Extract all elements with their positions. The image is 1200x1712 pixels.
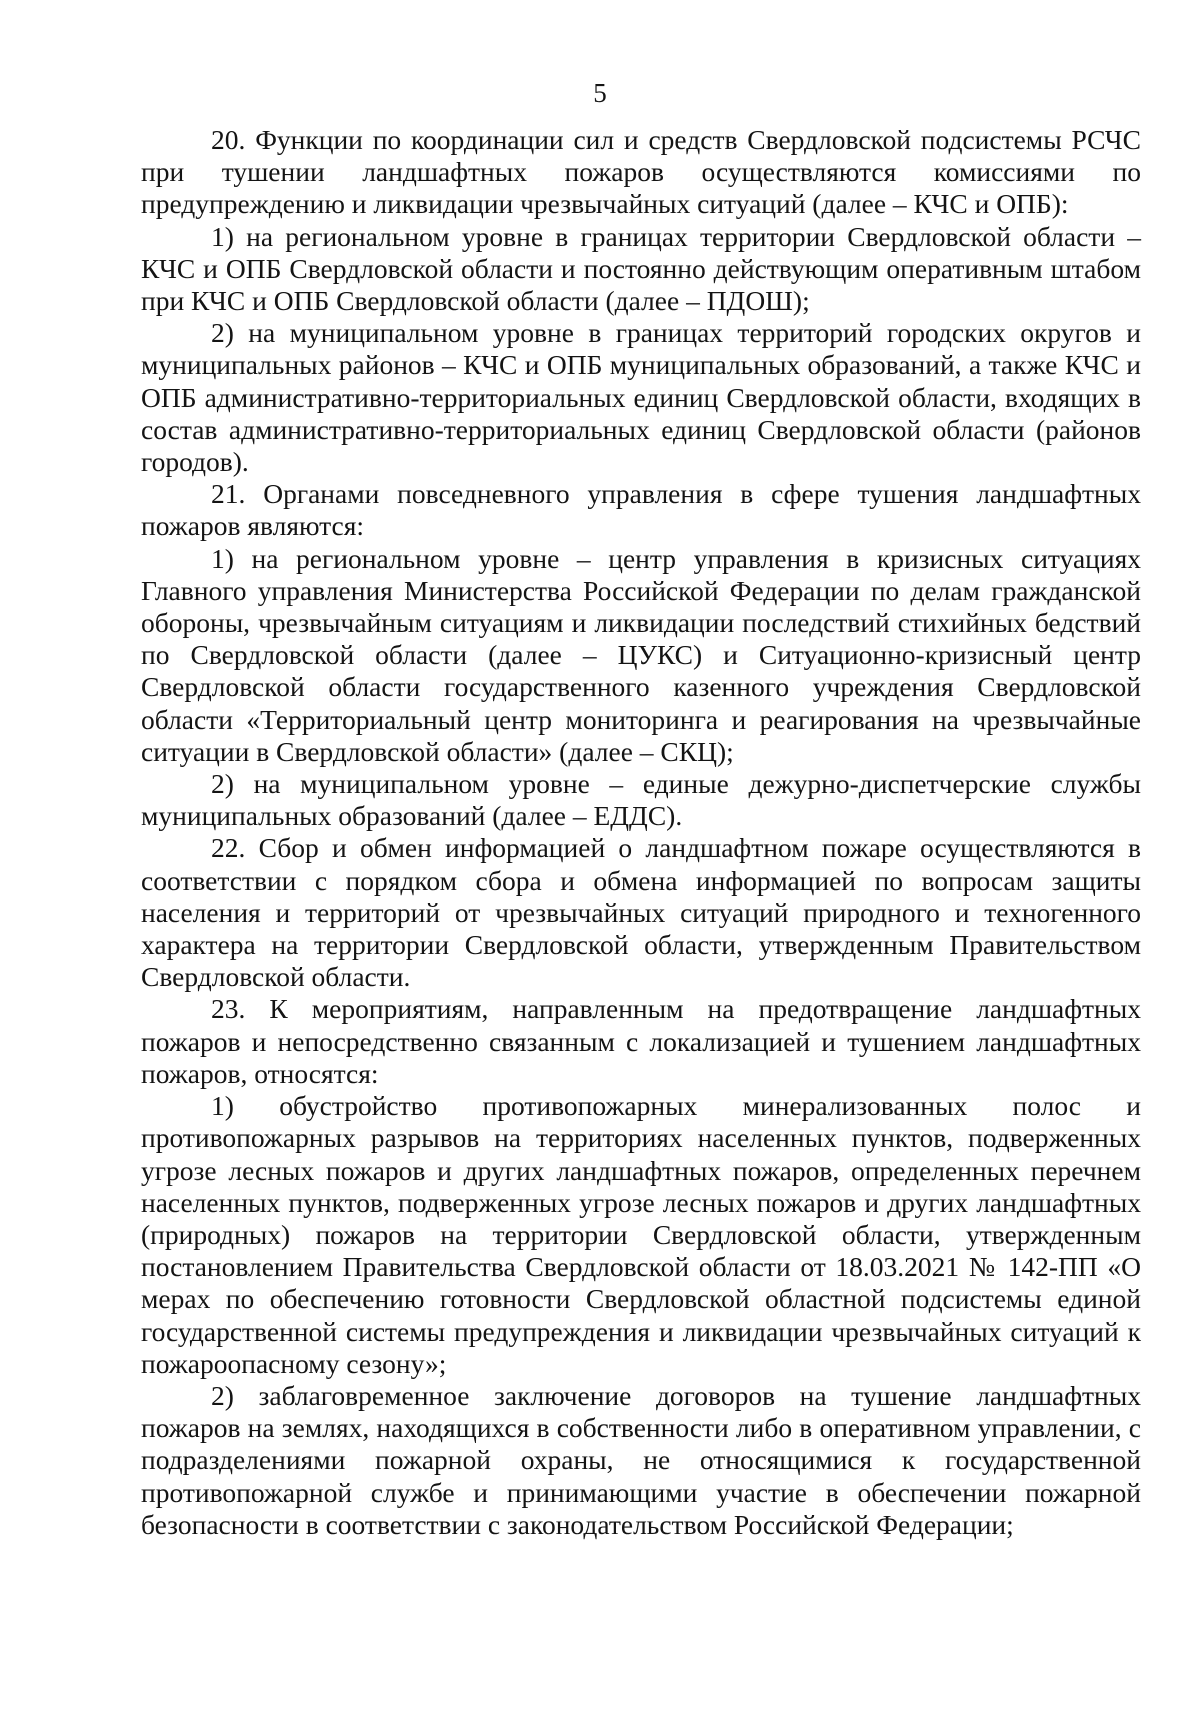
paragraph-20-item-1: 1) на региональном уровне в границах территории Свердловской области – КЧС и ОПБ Свердловской области и постоянно действующим оперативным штабом при КЧС и ОПБ Свердловской области (далее – ПДОШ); — [141, 220, 1141, 317]
paragraph-23-item-1: 1) обустройство противопожарных минерализованных полос и противопожарных разрывов на территориях населенных пунктов, подверженных угрозе лесных пожаров и других ландшафтных пожаров, определенных перечнем населенных пунктов, подверженных угрозе лесных пожаров и других ландшафтных (природных) пожаров на территории Свердловской области, утвержденным постановлением Правительства Свердловской области от 18.03.2021 № 142-ПП «О мерах по обеспечению готовности Свердловской областной подсистемы единой государственной системы предупреждения и ликвидации чрезвычайных ситуаций к пожароопасному сезону»; — [141, 1090, 1141, 1379]
document-body — [141, 124, 1141, 1541]
paragraph-20: 20. Функции по координации сил и средств Свердловской подсистемы РСЧС при тушении ландшафтных пожаров осуществляются комиссиями по предупреждению и ликвидации чрезвычайных ситуаций (далее – КЧС и ОПБ): — [141, 124, 1141, 220]
paragraph-21: 21. Органами повседневного управления в сфере тушения ландшафтных пожаров являются: — [141, 478, 1141, 542]
paragraph-23-item-2: 2) заблаговременное заключение договоров на тушение ландшафтных пожаров на землях, находящихся в собственности либо в оперативном управлении, с подразделениями пожарной охраны, не относящимися к государственной противопожарной службе и принимающими участие в обеспечении пожарной безопасности в соответствии с законодательством Российской Федерации; — [141, 1379, 1141, 1540]
paragraph-22: 22. Сбор и обмен информацией о ландшафтном пожаре осуществляются в соответствии с порядком сбора и обмена информацией по вопросам защиты населения и территорий от чрезвычайных ситуаций природного и техногенного характера на территории Свердловской области, утвержденным Правительством Свердловской области. — [141, 832, 1141, 993]
paragraph-23: 23. К мероприятиям, направленным на предотвращение ландшафтных пожаров и непосредственно связанным с локализацией и тушением ландшафтных пожаров, относятся: — [141, 993, 1141, 1089]
paragraph-20-item-2: 2) на муниципальном уровне в границах территорий городских округов и муниципальных районов – КЧС и ОПБ муниципальных образований, а также КЧС и ОПБ административно-территориальных единиц Свердловской области, входящих в состав административно-территориальных единиц Свердловской области (районов городов). — [141, 317, 1141, 478]
paragraph-21-item-1: 1) на региональном уровне – центр управления в кризисных ситуациях Главного управления Министерства Российской Федерации по делам гражданской обороны, чрезвычайным ситуациям и ликвидации последствий стихийных бедствий по Свердловской области (далее – ЦУКС) и Ситуационно-кризисный центр Свердловской области государственного казенного учреждения Свердловской области «Территориальный центр мониторинга и реагирования на чрезвычайные ситуации в Свердловской области» (далее – СКЦ); — [141, 542, 1141, 767]
paragraph-21-item-2: 2) на муниципальном уровне – единые дежурно-диспетчерские службы муниципальных образований (далее – ЕДДС). — [141, 768, 1141, 832]
page-number: 5 — [593, 78, 607, 108]
